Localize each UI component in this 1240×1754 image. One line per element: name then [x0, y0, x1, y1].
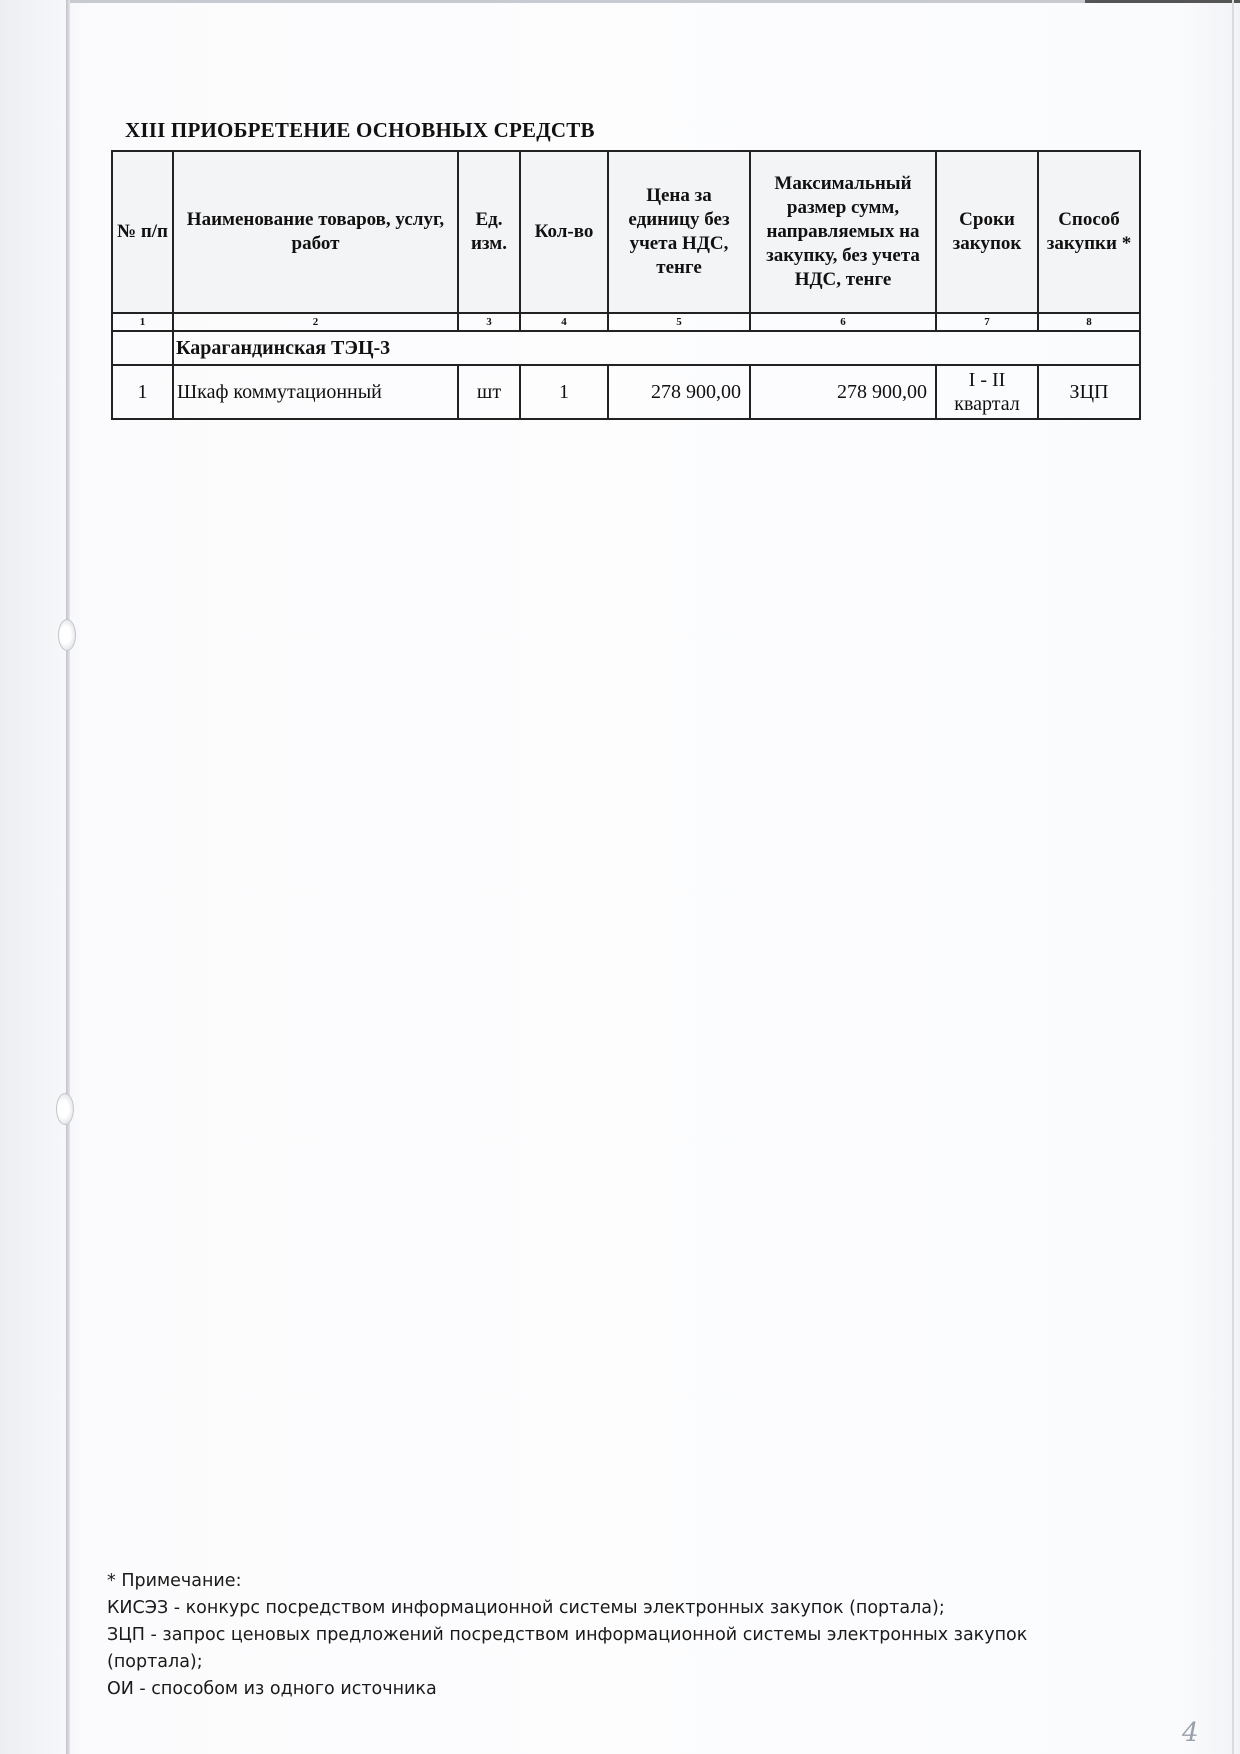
group-row [112, 331, 1140, 365]
footnote-line: КИСЭЗ - конкурс посредством информационной системы электронных закупок (портала); [107, 1598, 945, 1618]
row-unit-price: 278 900,00 [608, 365, 750, 419]
section-title: XIII ПРИОБРЕТЕНИЕ ОСНОВНЫХ СРЕДСТВ [125, 118, 595, 142]
punch-hole-upper [58, 619, 76, 651]
header-period: Сроки закупок [936, 151, 1038, 313]
column-number: 4 [520, 313, 608, 331]
header-unit: Ед. изм. [458, 151, 520, 313]
scan-edge-top [70, 0, 1240, 3]
footnote-line: (портала); [107, 1652, 203, 1672]
column-number-row [112, 313, 1140, 331]
punch-hole-lower [56, 1093, 74, 1125]
column-number: 3 [458, 313, 520, 331]
row-period: I - II квартал [936, 365, 1038, 419]
table-row [112, 365, 1140, 419]
row-unit: шт [458, 365, 520, 419]
footnote [107, 1568, 1107, 1703]
column-number: 7 [936, 313, 1038, 331]
column-number: 8 [1038, 313, 1140, 331]
row-qty: 1 [520, 365, 608, 419]
group-blank-cell [112, 331, 173, 365]
scan-edge-right [1232, 0, 1234, 1754]
procurement-table [111, 150, 1141, 420]
header-name: Наименование товаров, услуг, работ [173, 151, 458, 313]
header-qty: Кол-во [520, 151, 608, 313]
scan-edge-right-top [1085, 0, 1240, 3]
row-method: ЗЦП [1038, 365, 1140, 419]
row-no: 1 [112, 365, 173, 419]
page-number-handwritten: 4 [1182, 1718, 1199, 1748]
header-no: № п/п [112, 151, 173, 313]
header-method: Способ закупки * [1038, 151, 1140, 313]
header-unit-price: Цена за единицу без учета НДС, тенге [608, 151, 750, 313]
column-number: 5 [608, 313, 750, 331]
column-number: 2 [173, 313, 458, 331]
column-number: 6 [750, 313, 936, 331]
row-max-amount: 278 900,00 [750, 365, 936, 419]
header-row [112, 151, 1140, 313]
footnote-line: ЗЦП - запрос ценовых предложений посредством информационной системы электронных закупок [107, 1625, 1028, 1645]
scan-edge-left [66, 0, 70, 1754]
footnote-title: * Примечание: [107, 1571, 242, 1591]
footnote-line: ОИ - способом из одного источника [107, 1679, 437, 1699]
column-number: 1 [112, 313, 173, 331]
group-name: Карагандинская ТЭЦ-3 [173, 331, 1140, 365]
header-max-amount: Максимальный размер сумм, направляемых на закупку, без учета НДС, тенге [750, 151, 936, 313]
row-name: Шкаф коммутационный [173, 365, 458, 419]
